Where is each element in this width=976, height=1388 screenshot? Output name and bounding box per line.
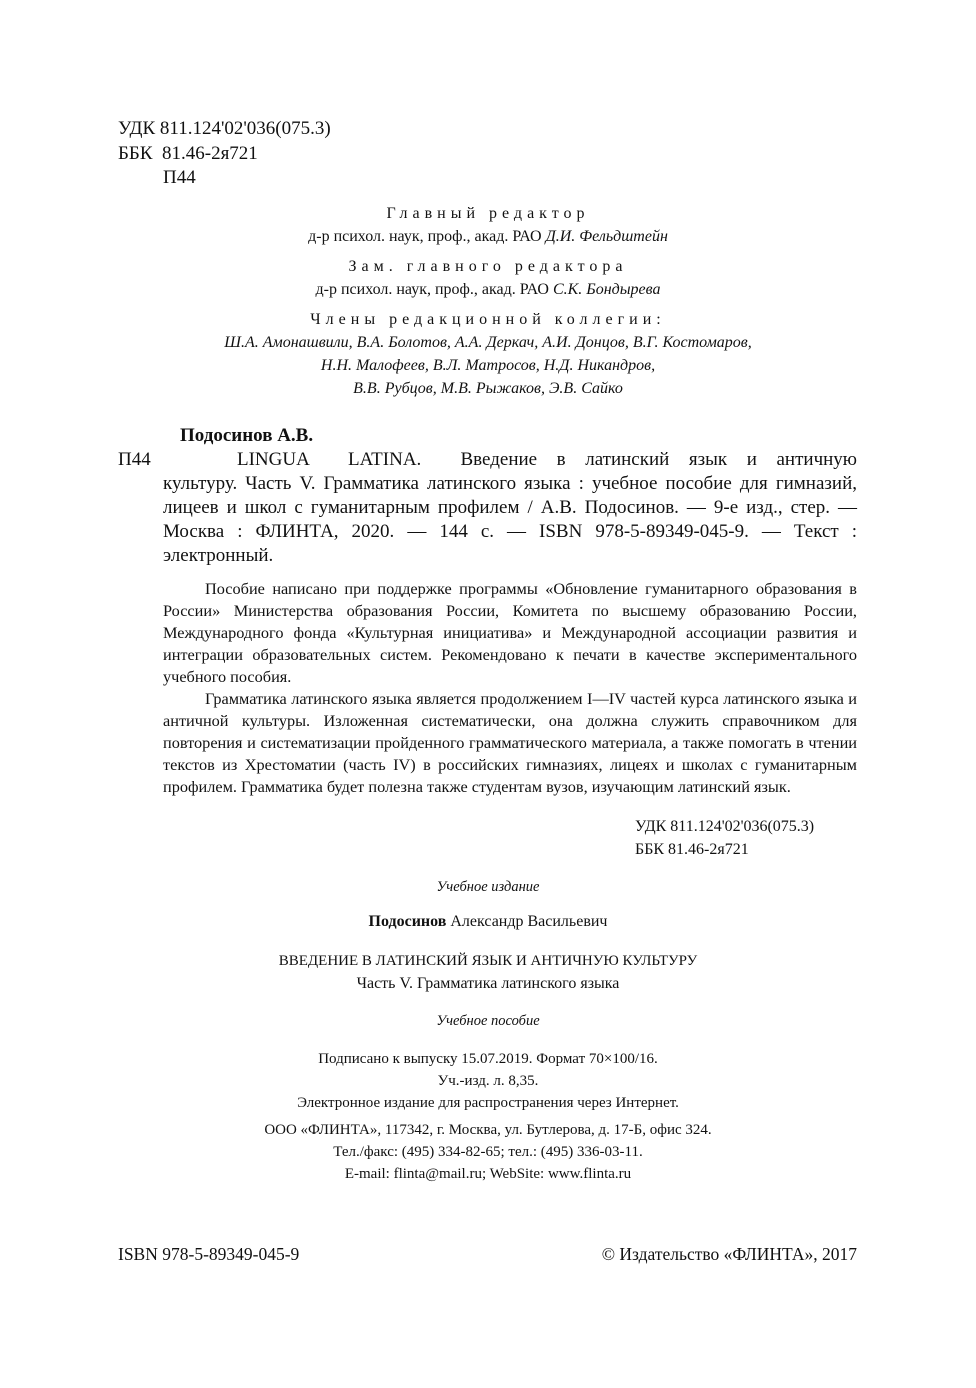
chief-editor-degree: д-р психол. наук, проф., акад. РАО <box>308 228 542 245</box>
deputy-editor-degree: д-р психол. наук, проф., акад. РАО <box>315 281 549 298</box>
chief-editor-title: Главный редактор <box>386 205 590 222</box>
publisher-line: Тел./факс: (495) 334-82-65; тел.: (495) 336-03-11. <box>333 1144 643 1160</box>
chief-editor-name: Д.И. Фельдштейн <box>545 228 668 245</box>
entry-title-first-line: LINGUA LATINA. Введение в латинский язык и античную <box>237 449 857 470</box>
book-type: Учебное пособие <box>436 1013 540 1029</box>
footer-copyright: © Издательство «ФЛИНТА», 2017 <box>601 1244 857 1264</box>
book-subtitle: Часть V. Грамматика латинского языка <box>356 975 620 992</box>
entry-description: культуру. Часть V. Грамматика латинского языка : учебное пособие для гимназий, лицеев и школ с гуманитарным профилем / А.В. Подосинов. — 9-е изд., стер. — Москва : ФЛИНТА, 2020. — 144 с. — ISBN 978-5-89349-045-9. — Текст : электронный. <box>163 473 857 566</box>
board-members-line: Ш.А. Амонашвили, В.А. Болотов, А.А. Деркач, А.И. Донцов, В.Г. Костомаров, <box>224 334 752 351</box>
annotation-bbk: ББК 81.46-2я721 <box>635 841 749 858</box>
udk-code: УДК 811.124'02'036(075.3) <box>118 118 331 139</box>
edition-type: Учебное издание <box>436 879 540 895</box>
chief-editor <box>0 225 976 248</box>
author-given-names: Александр Васильевич <box>450 913 608 930</box>
footer-isbn: ISBN 978-5-89349-045-9 <box>118 1244 300 1264</box>
author-surname: Подосинов <box>368 913 447 930</box>
deputy-editor <box>0 278 976 301</box>
annotation-paragraph: Грамматика латинского языка является продолжением I—IV частей курса латинского языка и античной культуры. Изложенная систематически, она должна служить справочником для повторения и систематизации пройденного грамматического материала, а также помогать в чтении текстов из Хрестоматии (часть IV) в российских гимназиях, лицеях и школах с гуманитарным профилем. Грамматика будет полезна также студентам вузов, изучающим латинский язык. <box>163 689 857 796</box>
bbk-code: ББК 81.46-2я721 <box>118 143 258 164</box>
board-members-line: В.В. Рубцов, М.В. Рыжаков, Э.В. Сайко <box>353 380 623 397</box>
annotation-paragraph: Пособие написано при поддержке программы «Обновление гуманитарного образования в России» Министерства образования России, Комитета по высшему образованию России, Международного фонда «Культурная инициатива» и Международной ассоциации развития и интеграции образовательных систем. Рекомендовано к печати в качестве экспериментального учебного пособия. <box>163 579 857 686</box>
imprint-author <box>0 910 976 933</box>
board-members-title: Члены редакционной коллегии: <box>310 311 666 328</box>
publisher-line: ООО «ФЛИНТА», 117342, г. Москва, ул. Бутлерова, д. 17-Б, офис 324. <box>264 1122 712 1138</box>
author-sign: П44 <box>163 167 196 188</box>
book-title: ВВЕДЕНИЕ В ЛАТИНСКИЙ ЯЗЫК И АНТИЧНУЮ КУЛЬТУРУ <box>278 953 698 969</box>
board-members-line: Н.Н. Малофеев, В.Л. Матросов, Н.Д. Никандров, <box>320 357 656 374</box>
deputy-editor-title: Зам. главного редактора <box>348 258 628 275</box>
entry-author: Подосинов А.В. <box>180 425 314 446</box>
entry-code: П44 <box>118 449 151 470</box>
print-info-line: Уч.-изд. л. 8,35. <box>437 1073 539 1089</box>
publisher-line: E-mail: flinta@mail.ru; WebSite: www.flinta.ru <box>344 1166 632 1182</box>
annotation-udk: УДК 811.124'02'036(075.3) <box>635 818 815 835</box>
print-info-line: Подписано к выпуску 15.07.2019. Формат 70×100/16. <box>318 1051 658 1067</box>
deputy-editor-name: С.К. Бондырева <box>552 281 661 298</box>
print-info-line: Электронное издание для распространения через Интернет. <box>297 1095 679 1111</box>
